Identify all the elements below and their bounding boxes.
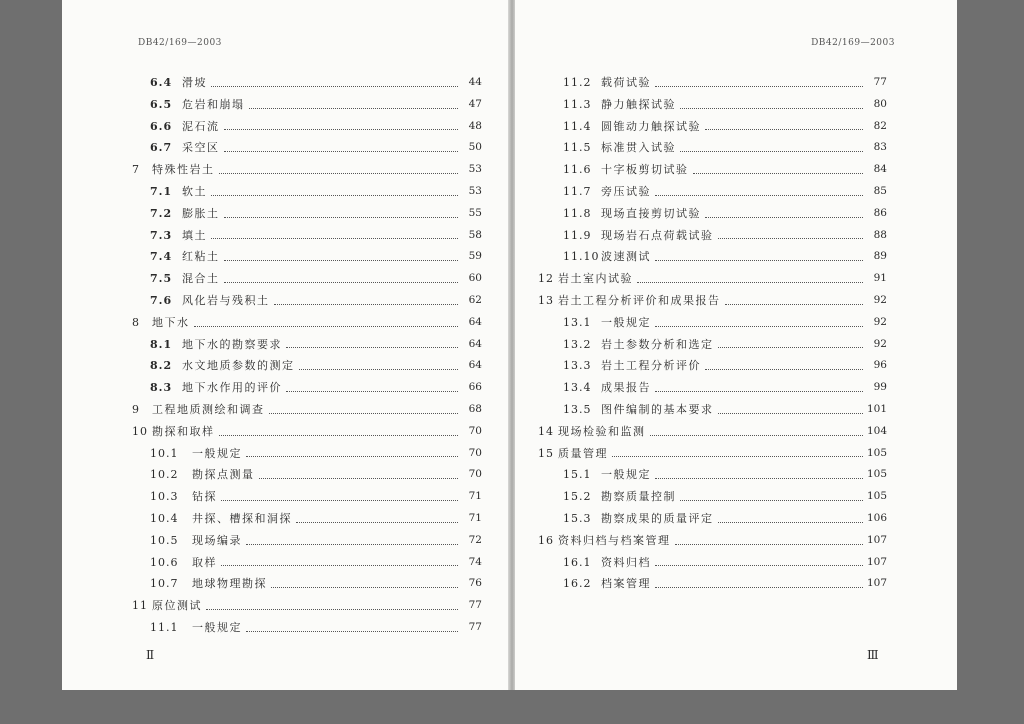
toc-entry-number: 10.1 (150, 446, 179, 460)
toc-entry-page: 70 (468, 468, 482, 481)
toc-entry-title: 勘探点测量 (192, 468, 255, 482)
toc-entry-number: 8.1 (150, 337, 173, 351)
right-page (515, 0, 957, 690)
toc-entry-page: 64 (468, 359, 482, 372)
dot-leader (246, 630, 458, 632)
dot-leader (705, 216, 863, 218)
toc-entry (515, 72, 887, 94)
dot-leader (274, 303, 459, 305)
toc-entry-number: 11.8 (563, 206, 592, 220)
toc-entry-title: 软土 (182, 184, 207, 198)
toc-entry-title: 标准贯入试验 (601, 141, 676, 155)
toc-entry (62, 203, 482, 225)
toc-entry-title: 风化岩与残积土 (182, 293, 270, 307)
toc-entry-page: 83 (873, 141, 887, 154)
toc-entry-number: 13.1 (563, 315, 592, 329)
toc-entry-number: 10.7 (150, 577, 179, 591)
toc-entry-number: 10.6 (150, 555, 179, 569)
toc-entry-title: 一般规定 (192, 446, 242, 460)
toc-entry-number: 7.2 (150, 206, 173, 220)
dot-leader (655, 586, 863, 588)
dot-leader (680, 499, 863, 501)
toc-entry-page: 92 (873, 293, 887, 306)
toc-entry-number: 16.2 (563, 577, 592, 591)
dot-leader (655, 85, 863, 87)
dot-leader (246, 543, 458, 545)
toc-entry-page: 66 (468, 381, 482, 394)
dot-leader (718, 412, 863, 414)
toc-entry (515, 334, 887, 356)
toc-entry-number: 11.4 (563, 119, 592, 133)
toc-entry-title: 一般规定 (192, 620, 242, 634)
toc-entry-number: 10.2 (150, 468, 179, 482)
toc-entry-page: 92 (873, 337, 887, 350)
toc-entry-number: 15.2 (563, 490, 592, 504)
toc-entry-number: 10 (132, 424, 148, 438)
dot-leader (271, 586, 458, 588)
toc-entry (515, 573, 887, 595)
toc-entry-number: 6.5 (150, 97, 173, 111)
toc-entry (515, 137, 887, 159)
toc-entry-number: 8.2 (150, 359, 173, 373)
dot-leader (206, 608, 458, 610)
toc-entry-title: 静力触探试验 (601, 97, 676, 111)
dot-leader (246, 455, 458, 457)
dot-leader (211, 194, 458, 196)
toc-entry-page: 64 (468, 337, 482, 350)
toc-entry-title: 成果报告 (601, 381, 651, 395)
toc-entry (62, 508, 482, 530)
toc-entry (515, 486, 887, 508)
toc-entry-title: 混合土 (182, 272, 220, 286)
toc-entry (62, 421, 482, 443)
toc-entry-page: 60 (468, 272, 482, 285)
dot-leader (299, 368, 459, 370)
toc-entry-page: 107 (866, 533, 887, 546)
toc-entry (62, 312, 482, 334)
toc-entry (62, 159, 482, 181)
toc-entry (62, 355, 482, 377)
toc-entry-page: 76 (468, 577, 482, 590)
toc-entry-page: 77 (468, 620, 482, 633)
toc-entry-page: 92 (873, 315, 887, 328)
toc-entry (62, 246, 482, 268)
toc-entry-page: 85 (873, 184, 887, 197)
toc-entry-number: 15.1 (563, 468, 592, 482)
toc-entry-number: 13.4 (563, 381, 592, 395)
toc-entry-page: 59 (468, 250, 482, 263)
dot-leader (286, 390, 458, 392)
toc-entry-number: 16.1 (563, 555, 592, 569)
toc-entry-title: 勘探和取样 (152, 424, 215, 438)
toc-entry-page: 68 (468, 402, 482, 415)
dot-leader (725, 303, 864, 305)
toc-entry-page: 77 (873, 76, 887, 88)
toc-entry-title: 填土 (182, 228, 207, 242)
toc-entry (515, 246, 887, 268)
toc-entry-title: 岩土工程分析评价和成果报告 (558, 293, 721, 307)
toc-entry-title: 泥石流 (182, 119, 220, 133)
toc-entry-title: 一般规定 (601, 315, 651, 329)
toc-entry-title: 地下水作用的评价 (182, 381, 282, 395)
toc-entry (515, 225, 887, 247)
toc-entry-title: 波速测试 (601, 250, 651, 264)
toc-entry-number: 13.3 (563, 359, 592, 373)
toc-entry-number: 6.7 (150, 141, 173, 155)
toc-entry-page: 96 (873, 359, 887, 372)
toc-entry (62, 334, 482, 356)
toc-entry-title: 十字板剪切试验 (601, 163, 689, 177)
toc-entry (515, 464, 887, 486)
toc-entry (62, 72, 482, 94)
toc-entry-page: 64 (468, 315, 482, 328)
toc-entry (515, 443, 887, 465)
toc-entry-page: 99 (873, 381, 887, 394)
dot-leader (219, 434, 459, 436)
toc-entry (62, 530, 482, 552)
dot-leader (718, 521, 863, 523)
dot-leader (705, 368, 863, 370)
dot-leader (224, 216, 459, 218)
toc-entry-title: 勘察质量控制 (601, 490, 676, 504)
toc-entry (515, 355, 887, 377)
toc-entry-title: 岩土参数分析和选定 (601, 337, 714, 351)
toc-entry-title: 现场直接剪切试验 (601, 206, 701, 220)
toc-entry-title: 水文地质参数的测定 (182, 359, 295, 373)
toc-entry (515, 312, 887, 334)
dot-leader (650, 434, 863, 436)
toc-entry-page: 88 (873, 228, 887, 241)
toc-entry-title: 载荷试验 (601, 76, 651, 89)
dot-leader (718, 237, 864, 239)
toc-entry-title: 岩土工程分析评价 (601, 359, 701, 373)
toc-entry (515, 290, 887, 312)
toc-entry-number: 11.1 (150, 620, 179, 634)
toc-entry-number: 11.5 (563, 141, 592, 155)
toc-entry (515, 421, 887, 443)
dot-leader (286, 346, 458, 348)
toc-entry-title: 资料归档 (601, 555, 651, 569)
toc-entry-number: 7.3 (150, 228, 173, 242)
toc-entry-page: 71 (468, 490, 482, 503)
toc-entry-page: 86 (873, 206, 887, 219)
toc-entry-title: 原位测试 (152, 599, 202, 613)
running-head: DB42/169—2003 (811, 38, 895, 48)
toc-entry-number: 15 (538, 446, 554, 460)
toc-entry-number: 8.3 (150, 381, 173, 395)
toc-entry-number: 7.1 (150, 184, 173, 198)
toc-entry-number: 11.2 (563, 76, 592, 89)
toc-entry (62, 573, 482, 595)
toc-entry-title: 档案管理 (601, 577, 651, 591)
toc-list (515, 72, 887, 595)
dot-leader (211, 85, 458, 87)
toc-entry-title: 现场编录 (192, 533, 242, 547)
toc-entry-number: 7 (132, 163, 140, 177)
toc-entry (62, 268, 482, 290)
toc-entry-page: 74 (468, 555, 482, 568)
toc-entry-number: 7.4 (150, 250, 173, 264)
toc-entry-page: 50 (468, 141, 482, 154)
toc-entry-title: 岩土室内试验 (558, 272, 633, 286)
toc-entry-page: 53 (468, 184, 482, 197)
toc-entry-title: 钻探 (192, 490, 217, 504)
toc-entry-number: 7.5 (150, 272, 173, 286)
toc-entry (62, 617, 482, 639)
toc-entry-page: 70 (468, 424, 482, 437)
dot-leader (221, 564, 458, 566)
toc-entry (515, 508, 887, 530)
toc-entry-title: 圆锥动力触探试验 (601, 119, 701, 133)
toc-entry-title: 工程地质测绘和调查 (152, 402, 265, 416)
toc-entry-number: 14 (538, 424, 554, 438)
toc-entry-page: 55 (468, 206, 482, 219)
toc-entry (62, 290, 482, 312)
toc-entry-title: 滑坡 (182, 76, 207, 89)
toc-entry-number: 11.10 (563, 250, 600, 264)
running-head: DB42/169—2003 (138, 38, 222, 48)
toc-entry-title: 地下水的勘察要求 (182, 337, 282, 351)
toc-entry-page: 105 (866, 446, 887, 459)
dot-leader (612, 455, 863, 457)
dot-leader (655, 194, 863, 196)
toc-entry-page: 105 (866, 490, 887, 503)
toc-entry-title: 井探、槽探和洞探 (192, 511, 292, 525)
toc-entry-number: 12 (538, 272, 554, 286)
dot-leader (675, 543, 863, 545)
dot-leader (655, 390, 863, 392)
toc-entry-number: 15.3 (563, 511, 592, 525)
toc-entry (62, 399, 482, 421)
toc-entry (62, 464, 482, 486)
left-page (62, 0, 510, 690)
toc-entry-title: 一般规定 (601, 468, 651, 482)
toc-entry-number: 6.4 (150, 76, 173, 89)
toc-entry-title: 膨胀土 (182, 206, 220, 220)
dot-leader (655, 477, 863, 479)
toc-entry-page: 104 (866, 424, 887, 437)
toc-entry-number: 13.5 (563, 402, 592, 416)
toc-entry (62, 595, 482, 617)
dot-leader (219, 172, 459, 174)
toc-entry-number: 13 (538, 293, 554, 307)
toc-entry-page: 91 (873, 272, 887, 285)
toc-entry-page: 82 (873, 119, 887, 132)
toc-entry (515, 268, 887, 290)
toc-entry (62, 137, 482, 159)
toc-entry-title: 特殊性岩土 (152, 163, 215, 177)
toc-entry-number: 10.3 (150, 490, 179, 504)
dot-leader (249, 107, 459, 109)
toc-entry (515, 530, 887, 552)
toc-entry-page: 71 (468, 511, 482, 524)
dot-leader (680, 107, 863, 109)
toc-entry-title: 红粘土 (182, 250, 220, 264)
toc-entry-page: 48 (468, 119, 482, 132)
dot-leader (224, 128, 459, 130)
toc-entry (62, 552, 482, 574)
toc-entry-page: 107 (866, 555, 887, 568)
toc-entry-number: 6.6 (150, 119, 173, 133)
toc-entry (62, 181, 482, 203)
toc-entry-page: 53 (468, 163, 482, 176)
toc-entry-page: 58 (468, 228, 482, 241)
toc-entry-title: 旁压试验 (601, 184, 651, 198)
toc-entry (62, 443, 482, 465)
toc-entry-page: 89 (873, 250, 887, 263)
toc-entry-number: 11 (132, 599, 148, 613)
toc-list (62, 72, 482, 639)
toc-entry (62, 94, 482, 116)
toc-entry (515, 181, 887, 203)
page-number: Ⅱ (146, 648, 156, 662)
toc-entry-title: 取样 (192, 555, 217, 569)
toc-entry (62, 225, 482, 247)
dot-leader (259, 477, 459, 479)
toc-entry-page: 70 (468, 446, 482, 459)
toc-entry-number: 10.4 (150, 511, 179, 525)
toc-entry-number: 11.6 (563, 163, 592, 177)
toc-entry-number: 16 (538, 533, 554, 547)
toc-entry-page: 72 (468, 533, 482, 546)
page-number: Ⅲ (867, 648, 880, 662)
toc-entry-number: 9 (132, 402, 140, 416)
dot-leader (296, 521, 458, 523)
toc-entry-number: 8 (132, 315, 140, 329)
toc-entry-title: 资料归档与档案管理 (558, 533, 671, 547)
toc-entry (515, 94, 887, 116)
toc-entry-number: 11.7 (563, 184, 592, 198)
dot-leader (224, 281, 459, 283)
toc-entry-title: 地球物理勘探 (192, 577, 267, 591)
toc-entry-number: 11.9 (563, 228, 592, 242)
toc-entry (515, 377, 887, 399)
dot-leader (705, 128, 863, 130)
toc-entry (515, 116, 887, 138)
toc-entry (62, 486, 482, 508)
toc-entry (515, 203, 887, 225)
toc-entry-page: 105 (866, 468, 887, 481)
toc-entry-title: 勘察成果的质量评定 (601, 511, 714, 525)
toc-entry-page: 47 (468, 97, 482, 110)
dot-leader (718, 346, 864, 348)
dot-leader (655, 564, 863, 566)
dot-leader (224, 259, 459, 261)
toc-entry-number: 10.5 (150, 533, 179, 547)
dot-leader (221, 499, 458, 501)
toc-entry-title: 采空区 (182, 141, 220, 155)
toc-entry-page: 80 (873, 97, 887, 110)
dot-leader (655, 325, 863, 327)
toc-entry (62, 116, 482, 138)
dot-leader (194, 325, 459, 327)
toc-entry-page: 107 (866, 577, 887, 590)
toc-entry (515, 552, 887, 574)
toc-entry-number: 13.2 (563, 337, 592, 351)
toc-entry-page: 101 (866, 402, 887, 415)
toc-entry-number: 11.3 (563, 97, 592, 111)
toc-entry-title: 地下水 (152, 315, 190, 329)
toc-entry (515, 399, 887, 421)
dot-leader (680, 150, 863, 152)
toc-entry-title: 现场岩石点荷载试验 (601, 228, 714, 242)
toc-entry-number: 7.6 (150, 293, 173, 307)
toc-entry (62, 377, 482, 399)
toc-entry-title: 危岩和崩塌 (182, 97, 245, 111)
toc-entry (515, 159, 887, 181)
toc-entry-page: 84 (873, 163, 887, 176)
dot-leader (211, 237, 458, 239)
toc-entry-page: 44 (468, 76, 482, 88)
dot-leader (693, 172, 864, 174)
dot-leader (224, 150, 459, 152)
dot-leader (655, 259, 863, 261)
dot-leader (269, 412, 459, 414)
toc-entry-title: 现场检验和监测 (558, 424, 646, 438)
toc-entry-page: 77 (468, 599, 482, 612)
toc-entry-title: 图件编制的基本要求 (601, 402, 714, 416)
toc-entry-page: 62 (468, 293, 482, 306)
toc-entry-title: 质量管理 (558, 446, 608, 460)
dot-leader (637, 281, 863, 283)
toc-entry-page: 106 (866, 511, 887, 524)
